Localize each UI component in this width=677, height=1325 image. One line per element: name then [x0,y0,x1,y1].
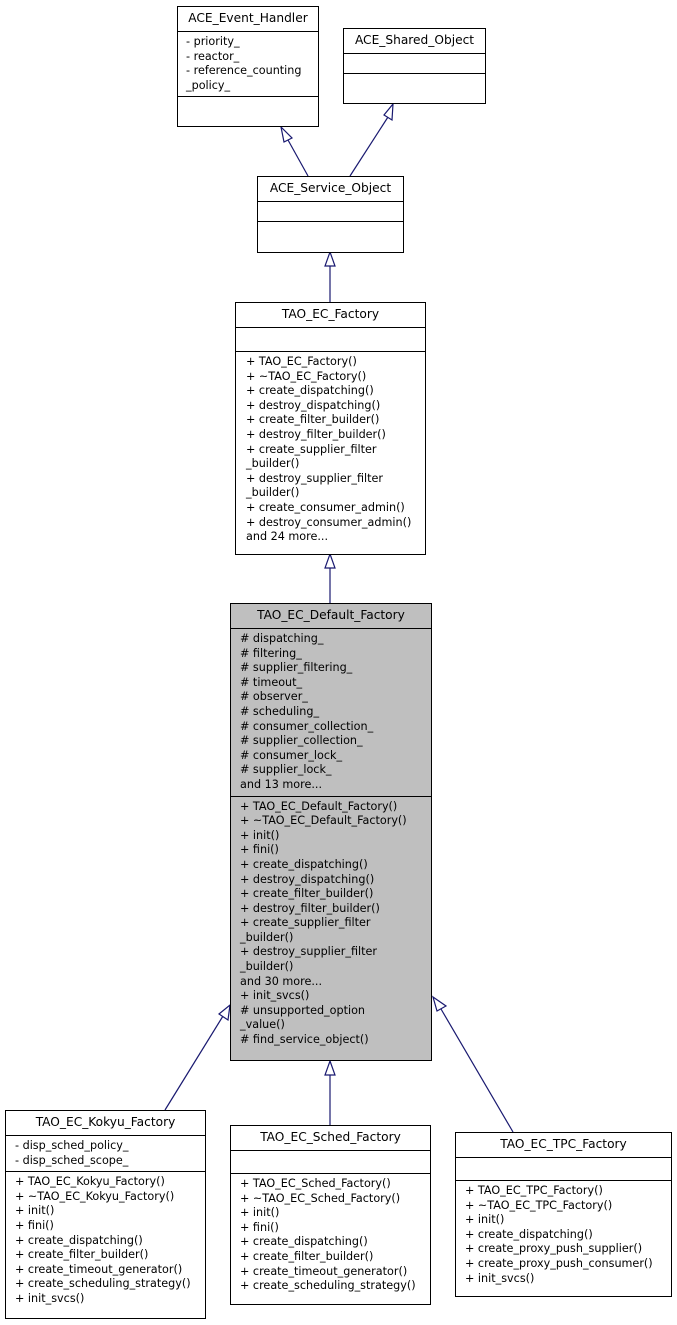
method: + ~TAO_EC_Kokyu_Factory() [15,1189,175,1203]
method: _value() [240,1018,285,1032]
method: + ~TAO_EC_Sched_Factory() [240,1191,401,1205]
arrowhead-service-object [325,252,335,266]
method: + init_svcs() [15,1291,85,1305]
attributes-section [6,1135,205,1171]
attribute: # supplier_collection_ [240,734,363,748]
attributes-section [231,1150,430,1173]
method: + create_filter_builder() [15,1248,149,1262]
methods-section [231,1173,430,1297]
class-title: ACE_Event_Handler [188,11,308,25]
method: + init() [240,828,280,842]
attributes-section [258,201,403,221]
arrowhead-default-from-sched [325,1061,335,1075]
method: + create_timeout_generator() [15,1262,183,1276]
attribute: # consumer_collection_ [240,719,374,733]
attribute: # supplier_lock_ [240,763,332,777]
attribute: # supplier_filtering_ [240,661,353,675]
class-title: ACE_Shared_Object [354,33,475,47]
attribute: # consumer_lock_ [240,748,343,762]
attribute: - priority_ [186,35,240,48]
attribute: - disp_sched_policy_ [15,1139,129,1152]
method: # unsupported_option [240,1003,366,1017]
method: _builder() [246,486,300,500]
class-tao-ec-default-factory[interactable] [230,603,432,1061]
attribute: # timeout_ [240,675,303,689]
method: _builder() [240,930,294,944]
method: + destroy_supplier_filter [246,471,383,485]
class-tao-ec-kokyu-factory[interactable] [5,1110,206,1319]
method: + create_consumer_admin() [246,500,405,514]
method: + create_proxy_push_consumer() [465,1256,653,1270]
arrowhead-default-from-kokyu [219,1005,230,1020]
class-ace-shared-object[interactable] [343,28,486,104]
method: + destroy_supplier_filter [240,945,377,959]
attribute: _policy_ [186,78,231,92]
method: + init_svcs() [240,989,310,1003]
methods-section [456,1180,671,1289]
attributes-section [231,628,431,796]
class-title: TAO_EC_Sched_Factory [260,1130,401,1144]
class-tao-ec-factory[interactable] [235,302,426,555]
method: + TAO_EC_Sched_Factory() [240,1177,391,1190]
method: + fini() [240,843,279,857]
edge-kokyu-to-default-factory [165,1016,223,1110]
attribute: - reference_counting [186,64,302,78]
attributes-section [456,1157,671,1180]
class-title: ACE_Service_Object [269,181,392,195]
class-title: TAO_EC_TPC_Factory [500,1137,627,1151]
method: + destroy_filter_builder() [246,427,386,441]
methods-section [178,96,318,116]
method: + ~TAO_EC_Default_Factory() [240,814,407,828]
method: + destroy_dispatching() [246,398,381,412]
method: + init_svcs() [465,1271,535,1285]
class-ace-service-object[interactable] [257,176,404,253]
attributes-section [178,31,318,96]
attribute: # scheduling_ [240,704,320,718]
more-methods: and 24 more... [246,530,329,544]
method: + create_dispatching() [240,857,368,871]
method: + create_filter_builder() [246,413,380,427]
methods-section [6,1171,205,1309]
method: + create_proxy_push_supplier() [465,1242,643,1256]
method: + destroy_dispatching() [240,872,375,886]
method: _builder() [240,960,294,974]
attribute: # filtering_ [240,646,302,660]
arrowhead-shared-object [384,104,393,120]
method: + destroy_filter_builder() [240,901,380,915]
more-methods: and 30 more... [240,974,323,988]
method: + ~TAO_EC_Factory() [246,369,367,383]
methods-section [236,351,425,548]
method: + fini() [15,1218,54,1232]
class-ace-event-handler[interactable] [177,6,319,127]
class-title: TAO_EC_Default_Factory [257,608,405,622]
method: + create_timeout_generator() [240,1264,408,1278]
more-attributes: and 13 more... [240,777,323,791]
method: + TAO_EC_Factory() [246,355,357,368]
attribute: # dispatching_ [240,632,324,645]
method: + create_dispatching() [240,1235,368,1249]
method: + create_supplier_filter [240,916,371,930]
method: + create_filter_builder() [240,1249,374,1263]
class-title: TAO_EC_Kokyu_Factory [35,1115,176,1129]
arrowhead-default-from-tpc [433,997,446,1011]
attribute: - disp_sched_scope_ [15,1153,129,1167]
class-title: TAO_EC_Factory [281,307,380,321]
method: + create_dispatching() [246,384,374,398]
methods-section [344,73,485,96]
attribute: - reactor_ [186,49,240,63]
method: + create_scheduling_strategy() [15,1277,191,1291]
class-tao-ec-tpc-factory[interactable] [455,1132,672,1297]
method: + create_filter_builder() [240,887,374,901]
method: + create_scheduling_strategy() [240,1279,416,1293]
method: + init() [465,1213,505,1227]
method: _builder() [246,457,300,471]
arrowhead-ec-factory [325,554,335,568]
method: + TAO_EC_Default_Factory() [240,799,398,813]
edge-service-object-to-event-handler [288,140,308,176]
attributes-section [344,53,485,73]
method: + create_supplier_filter [246,442,377,456]
edge-tpc-to-default-factory [441,1009,513,1132]
attributes-section [236,327,425,351]
attribute: # observer_ [240,690,308,704]
method: + TAO_EC_Kokyu_Factory() [15,1175,165,1189]
method: + create_dispatching() [465,1227,593,1241]
edge-service-object-to-shared-object [350,117,388,176]
method: + TAO_EC_TPC_Factory() [465,1184,603,1197]
method: # find_service_object() [240,1033,369,1047]
method: + init() [15,1204,55,1218]
method: + init() [240,1206,280,1220]
methods-section [258,221,403,245]
method: + destroy_consumer_admin() [246,515,412,529]
method: + create_dispatching() [15,1233,143,1247]
method: + fini() [240,1220,279,1234]
method: + ~TAO_EC_TPC_Factory() [465,1198,613,1212]
methods-section [231,796,431,1051]
class-tao-ec-sched-factory[interactable] [230,1125,431,1305]
arrowhead-event-handler [281,127,292,142]
